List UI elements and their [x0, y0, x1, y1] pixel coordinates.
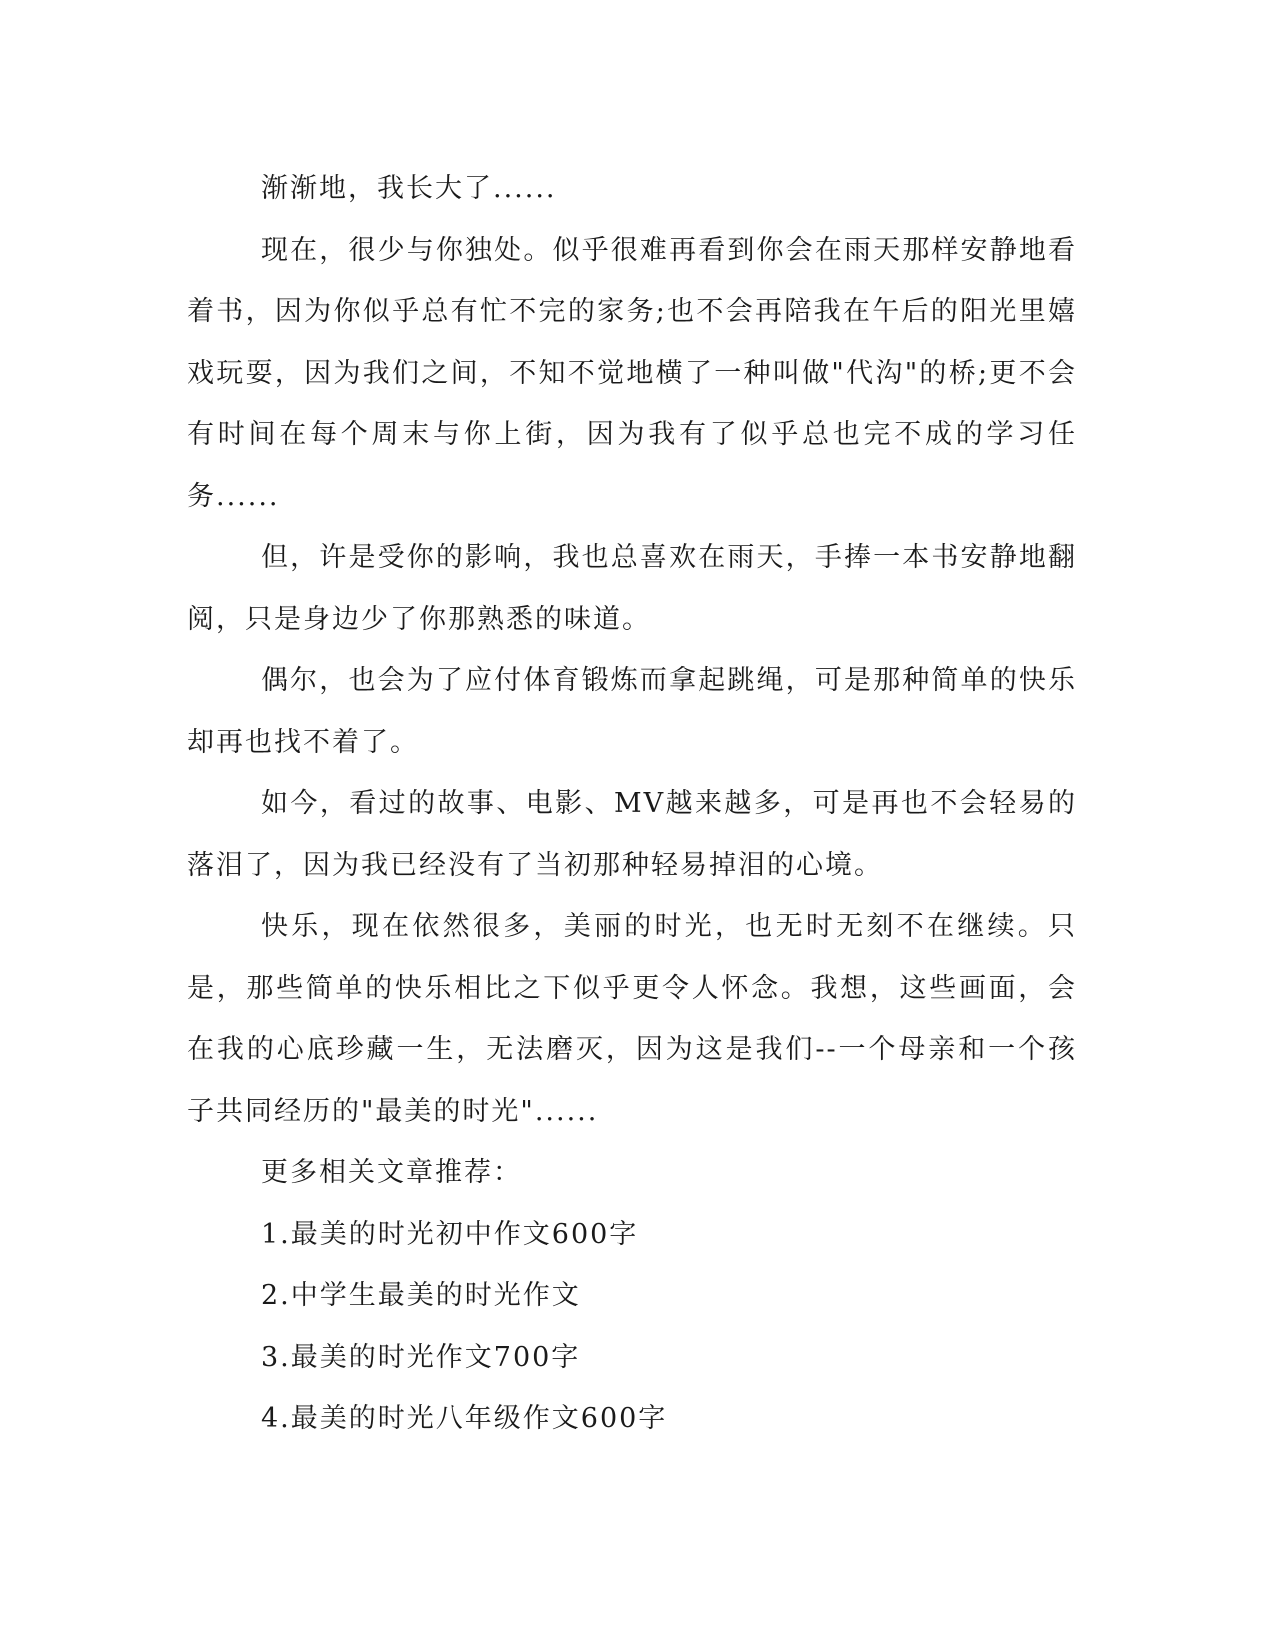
paragraph-reading-in-rain: 但，许是受你的影响，我也总喜欢在雨天，手捧一本书安静地翻阅，只是身边少了你那熟悉的味道。 — [187, 542, 1077, 635]
recommend-link-4[interactable]: 4.最美的时光八年级作文600字 — [261, 1403, 668, 1434]
paragraph-grown-up: 渐渐地，我长大了...... — [261, 173, 557, 204]
paragraph-now-rarely-alone: 现在，很少与你独处。似乎很难再看到你会在雨天那样安静地看着书，因为你似乎总有忙不完的家务;也不会再陪我在午后的阳光里嬉戏玩耍，因为我们之间，不知不觉地横了一种叫做"代沟"的桥;更不会有时间在每个周末与你上街，因为我有了似乎总也完不成的学习任务...... — [187, 234, 1077, 512]
document-body — [187, 158, 1077, 1450]
paragraph-jump-rope: 偶尔，也会为了应付体育锻炼而拿起跳绳，可是那种简单的快乐却再也找不着了。 — [187, 665, 1077, 758]
recommend-link-1[interactable]: 1.最美的时光初中作文600字 — [261, 1218, 639, 1250]
recommend-link-3[interactable]: 3.最美的时光作文700字 — [261, 1341, 581, 1373]
recommend-heading: 更多相关文章推荐： — [261, 1157, 522, 1188]
paragraph-no-more-tears: 如今，看过的故事、电影、MV越来越多，可是再也不会轻易的落泪了，因为我已经没有了当初那种轻易掉泪的心境。 — [187, 788, 1077, 881]
recommend-link-2[interactable]: 2.中学生最美的时光作文 — [261, 1280, 581, 1311]
paragraph-happiness-now: 快乐，现在依然很多，美丽的时光，也无时无刻不在继续。只是，那些简单的快乐相比之下似乎更令人怀念。我想，这些画面，会在我的心底珍藏一生，无法磨灭，因为这是我们--一个母亲和一个孩子共同经历的"最美的时光"...... — [187, 911, 1077, 1127]
